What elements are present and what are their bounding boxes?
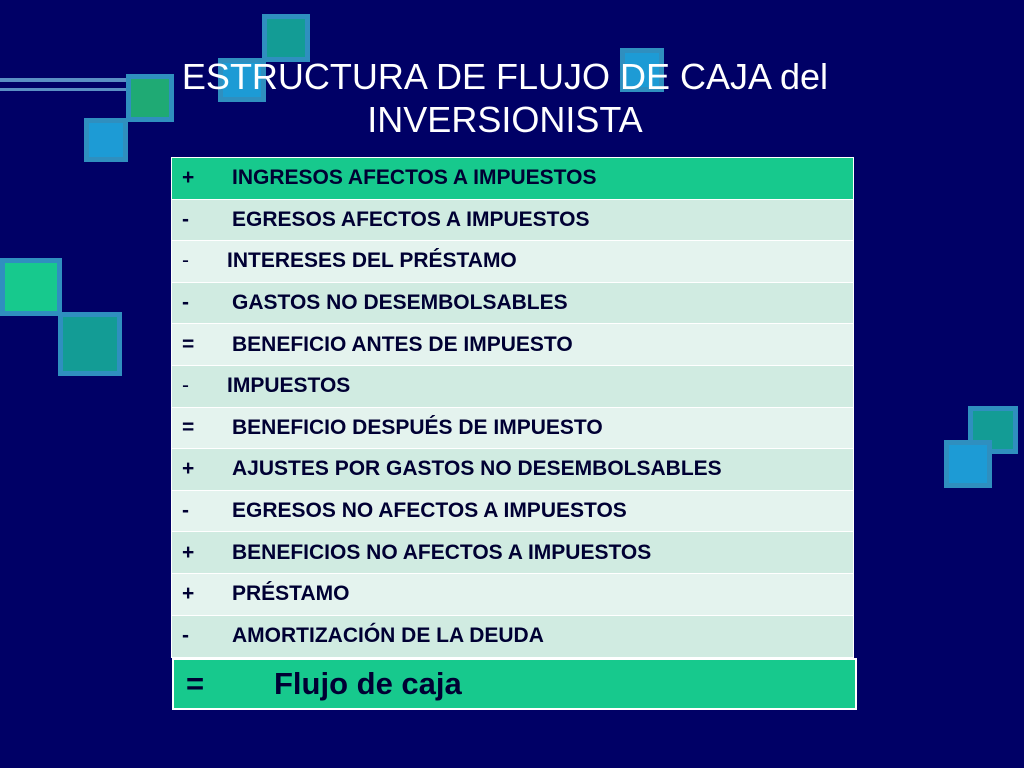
row-label: INGRESOS AFECTOS A IMPUESTOS (232, 166, 597, 190)
slide-title-line-1: ESTRUCTURA DE FLUJO DE CAJA del (181, 56, 829, 97)
total-label: Flujo de caja (274, 666, 462, 701)
table-row (172, 616, 853, 658)
row-sign: - (182, 499, 189, 523)
decorative-square (58, 312, 122, 376)
table-row (172, 158, 853, 200)
table-row (172, 408, 853, 450)
row-label: BENEFICIO DESPUÉS DE IMPUESTO (232, 415, 603, 439)
table-row (172, 532, 853, 574)
table-row (172, 283, 853, 325)
table-row (172, 324, 853, 366)
row-label: BENEFICIOS NO AFECTOS A IMPUESTOS (232, 540, 652, 564)
row-sign: + (182, 166, 195, 190)
slide-title (0, 55, 1010, 141)
row-label: GASTOS NO DESEMBOLSABLES (232, 291, 568, 315)
total-row (172, 658, 857, 710)
decorative-square (944, 440, 992, 488)
table-row (172, 241, 853, 283)
row-label: AMORTIZACIÓN DE LA DEUDA (232, 624, 544, 648)
row-sign: + (182, 540, 195, 564)
row-label: IMPUESTOS (227, 374, 351, 398)
row-sign: - (182, 207, 189, 231)
slide-title-line-2: INVERSIONISTA (367, 99, 643, 140)
total-sign: = (186, 666, 205, 701)
row-label: AJUSTES POR GASTOS NO DESEMBOLSABLES (232, 457, 722, 481)
row-label: EGRESOS NO AFECTOS A IMPUESTOS (232, 499, 627, 523)
table-row (172, 449, 853, 491)
decorative-square (0, 258, 62, 316)
row-label: PRÉSTAMO (232, 582, 350, 606)
row-label: EGRESOS AFECTOS A IMPUESTOS (232, 207, 590, 231)
row-sign: - (182, 374, 189, 398)
row-label: INTERESES DEL PRÉSTAMO (227, 249, 517, 273)
table-row (172, 366, 853, 408)
row-label: BENEFICIO ANTES DE IMPUESTO (232, 332, 573, 356)
table-row (172, 491, 853, 533)
row-sign: + (182, 457, 195, 481)
row-sign: + (182, 582, 195, 606)
row-sign: = (182, 332, 195, 356)
row-sign: - (182, 249, 189, 273)
row-sign: - (182, 291, 189, 315)
table-row (172, 574, 853, 616)
row-sign: = (182, 415, 195, 439)
cash-flow-table (171, 157, 854, 658)
table-row (172, 200, 853, 242)
row-sign: - (182, 624, 189, 648)
